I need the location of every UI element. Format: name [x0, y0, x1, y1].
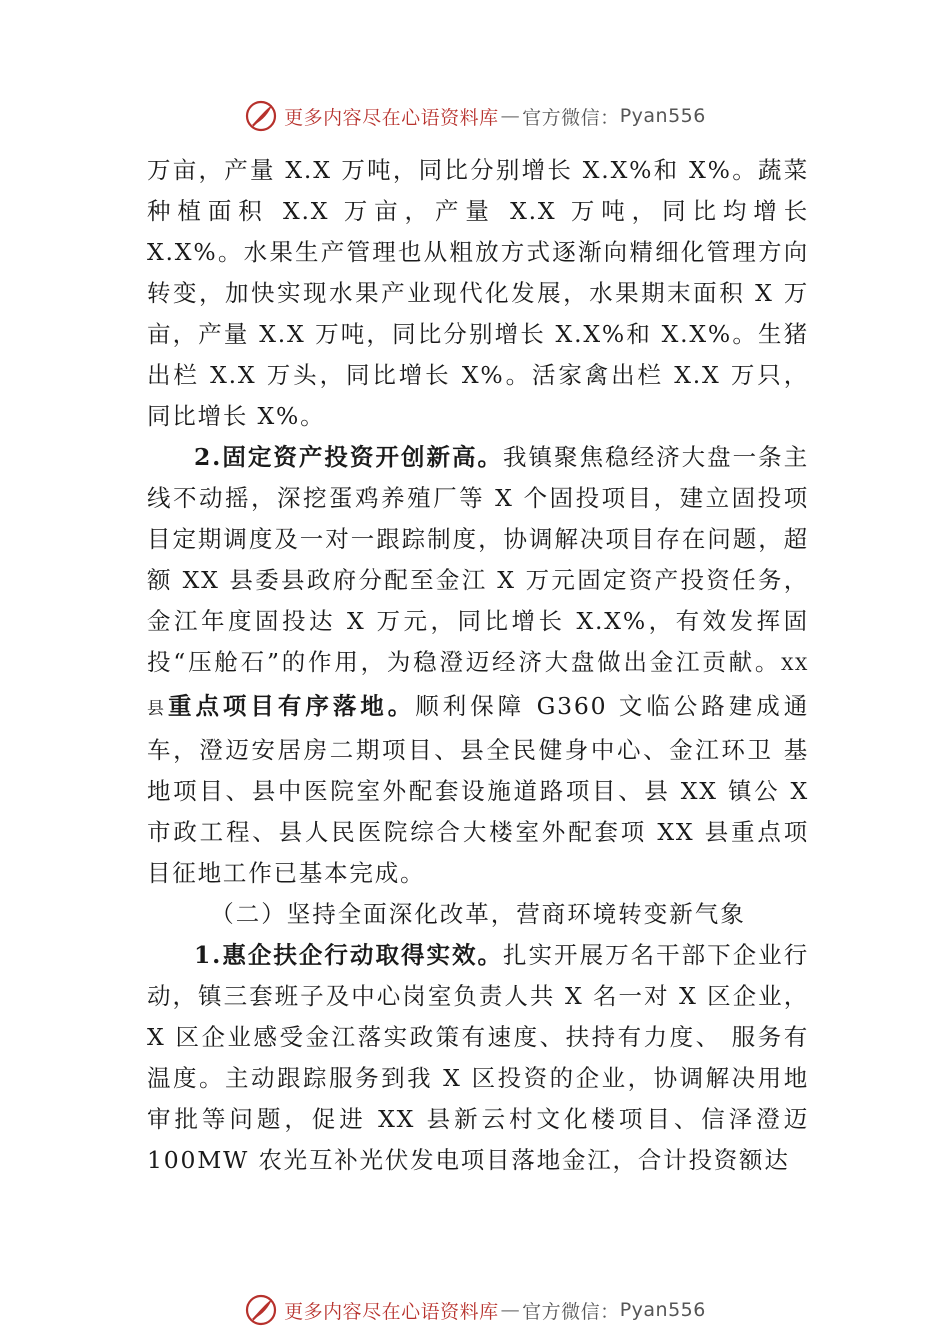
footer-banner [0, 1290, 950, 1330]
paragraph-text: 扎实开展万名干部下企业行动，镇三套班子及中心岗室负责人共 X 名一对 X 区企业，X 区企业感受金江落实政策有速度、扶持有力度、 服务有温度。主动跟踪服务到我 X 区投资的企业，协调解决用地审批等问题，促进 XX 县新云村文化楼项目、信泽澄迈 100MW 农光互补光伏发电项目落地金江，合计投资额达 [147, 941, 809, 1174]
section-heading: （二）坚持全面深化改革，营商环境转变新气象 [210, 900, 746, 928]
paragraph-text-key-projects: 顺利保障 G360 文临公路建成通车，澄迈安居房二期项目、县全民健身中心、金江环卫 基地项目、县中医院室外配套设施道路项目、县 XX 镇公 X 市政工程、县人民医院综合大楼室外配套项 XX 县重点项目征地工作已基本完成。 [147, 692, 809, 887]
paragraph-agriculture: 万亩，产量 X.X 万吨，同比分别增长 X.X%和 X%。蔬菜种植面积 X.X 万亩，产量 X.X 万吨，同比均增长 X.X%。水果生产管理也从粗放方式逐渐向精细化管理方向转变，加快实现水果产业现代化发展，水果期末面积 X 万亩，产量 X.X 万吨，同比分别增长 X.X%和 X.X%。生猪出栏 X.X 万头，同比增长 X%。活家禽出栏 X.X 万只，同比增长 X%。 [147, 156, 809, 430]
library-name: 更多内容尽在心语资料库 [284, 106, 499, 129]
wechat-id: Pyan556 [619, 105, 706, 127]
wechat-id: Pyan556 [619, 1299, 706, 1321]
quill-pen-circle-icon [244, 99, 278, 133]
library-name: 更多内容尽在心语资料库 [284, 1300, 499, 1323]
paragraph-heading: 1.惠企扶企行动取得实效。 [194, 941, 504, 969]
header-banner [0, 96, 950, 136]
paragraph-heading-key-projects: 重点项目有序落地。 [167, 692, 416, 720]
banner-dash: — [500, 105, 521, 127]
quill-pen-circle-icon [244, 1293, 278, 1327]
paragraph-text: 我镇聚焦稳经济大盘一条主线不动摇，深挖蛋鸡养殖厂等 X 个固投项目，建立固投项目定期调度及一对一跟踪制度，协调解决项目存在问题，超额 XX 县委县政府分配至金江 X 万元固定资产投资任务， 金江年度固投达 X 万元，同比增长 X.X%，有效发挥固投“压舱石”的作用，为稳澄迈经济大盘做出金江贡献。 [147, 443, 809, 676]
paragraph-enterprise-support [147, 935, 809, 1181]
paragraph-heading: 2.固定资产投资开创新高。 [194, 443, 504, 471]
banner-dash: — [500, 1299, 521, 1321]
wechat-label: 官方微信： [522, 106, 620, 129]
inline-county-label: XX 县 [147, 655, 809, 719]
paragraph-fixed-assets [147, 437, 809, 894]
document-body [147, 150, 809, 1181]
wechat-label: 官方微信： [522, 1300, 620, 1323]
